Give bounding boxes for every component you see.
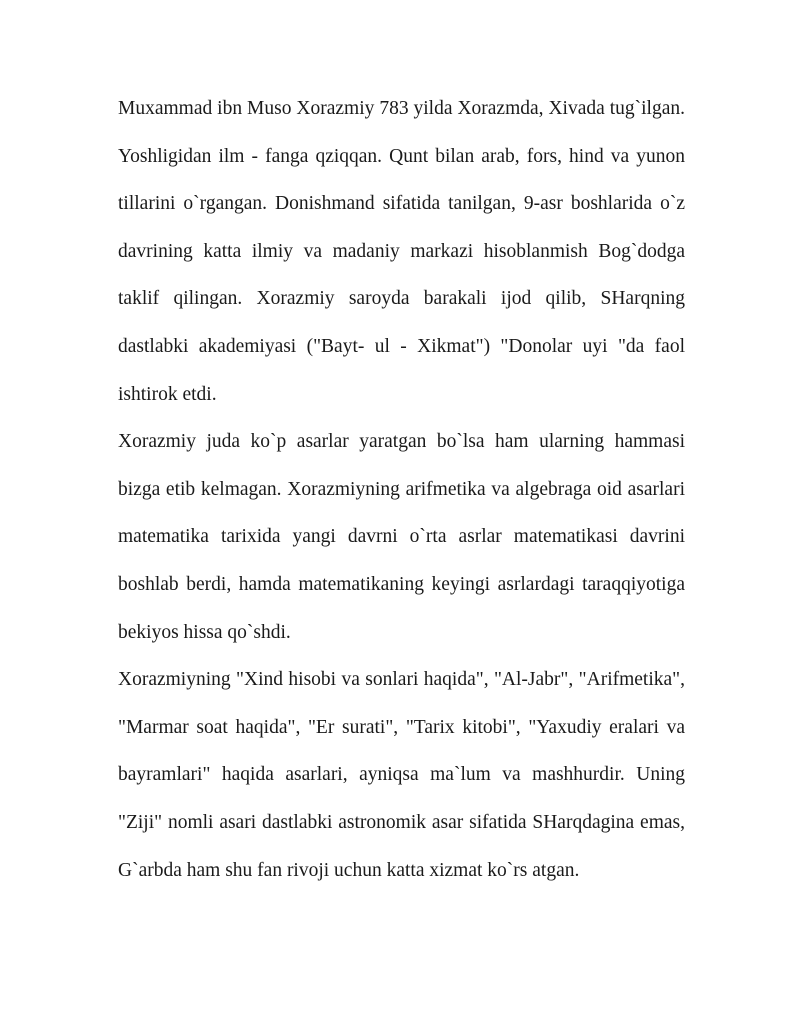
- document-body: [118, 85, 685, 894]
- paragraph-2: Xorazmiy juda ko`p asarlar yaratgan bo`lsa ham ularning hammasi bizga etib kelmagan. Xorazmiyning arifmetika va algebraga oid asarlari matematika tarixida yangi davrni o`rta asrlar matematikasi davrini boshlab berdi, hamda matematikaning keyingi asrlardagi taraqqiyotiga bekiyos hissa qo`shdi.: [118, 431, 685, 643]
- paragraph-3: Xorazmiyning "Xind hisobi va sonlari haqida", "Al-Jabr", "Arifmetika", "Marmar soat haqida", "Er surati", "Tarix kitobi", "Yaxudiy eralari va bayramlari" haqida asarlari, ayniqsa ma`lum va mashhurdir. Uning "Ziji" nomli asari dastlabki astronomik asar sifatida SHarqdagina emas, G`arbda ham shu fan rivoji uchun katta xizmat ko`rs atgan.: [118, 669, 685, 881]
- paragraph-1: Muxammad ibn Muso Xorazmiy 783 yilda Xorazmda, Xivada tug`ilgan. Yoshligidan ilm - fanga qziqqan. Qunt bilan arab, fors, hind va yunon tillarini o`rgangan. Donishmand sifatida tanilgan, 9-asr boshlarida o`z davrining katta ilmiy va madaniy markazi hisoblanmish Bog`dodga taklif qilingan. Xorazmiy saroyda barakali ijod qilib, SHarqning dastlabki akademiyasi ("Bayt- ul - Xikmat") "Donolar uyi "da faol ishtirok etdi.: [118, 98, 685, 405]
